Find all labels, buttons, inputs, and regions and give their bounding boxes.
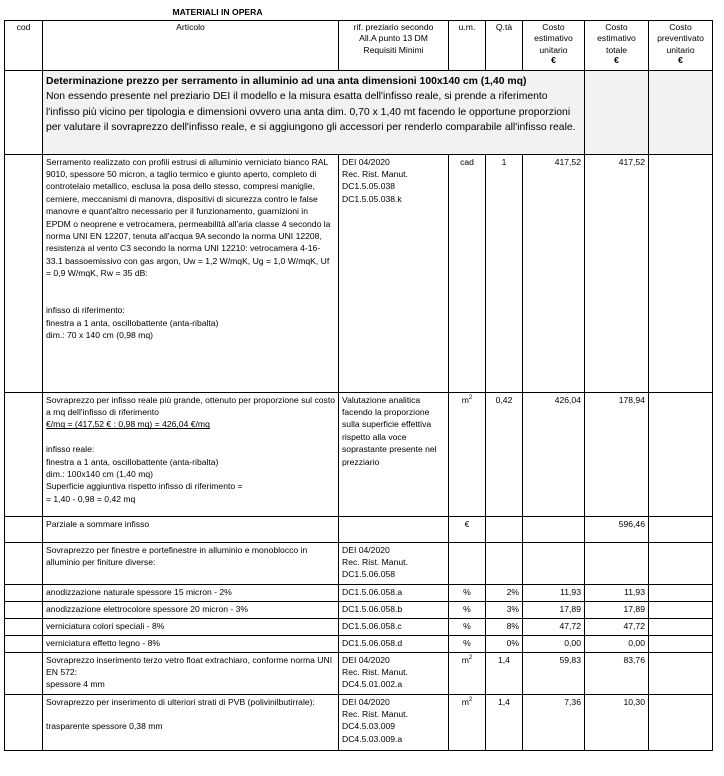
sub-row-um: % xyxy=(449,584,486,601)
sub-row-um: % xyxy=(449,601,486,618)
col-header-rif: rif. preziario secondo All.A punto 13 DM Requisiti Minimi xyxy=(339,20,449,70)
row2-unit: 426,04 xyxy=(523,392,585,516)
table-title: MATERIALI IN OPERA xyxy=(43,6,713,20)
table-row xyxy=(5,392,713,516)
col-header-qta: Q.tà xyxy=(486,20,523,70)
intro-title: Determinazione prezzo per serramento in alluminio ad una anta dimensioni 100x140 cm (1,40 mq) xyxy=(46,75,527,87)
row5-um: $m^2$ xyxy=(449,694,486,750)
col-header-cod: cod xyxy=(5,20,43,70)
row1-reference: DEI 04/2020 Rec. Rist. Manut. DC1.5.05.038 DC1.5.05.038.k xyxy=(339,154,449,392)
sub-row-total: 47,72 xyxy=(585,618,649,635)
sub-row-qta: 3% xyxy=(486,601,523,618)
sub-row-um: % xyxy=(449,618,486,635)
sub-row-reference: DC1.5.06.058.b xyxy=(339,601,449,618)
partial-um: € xyxy=(449,516,486,542)
table-row xyxy=(5,635,713,652)
partial-sum-row xyxy=(5,516,713,542)
col-header-articolo: Articolo xyxy=(43,20,339,70)
row4-description: Sovraprezzo inserimento terzo vetro float extrachiaro, conforme norma UNI EN 572: spessore 4 mm xyxy=(43,652,339,694)
sub-row-reference: DC1.5.06.058.d xyxy=(339,635,449,652)
row1-qta: 1 xyxy=(486,154,523,392)
row2-description: Sovraprezzo per infisso reale più grande, ottenuto per proporzione sul costo a mq dell'infisso di riferimento €/mq = (417,52 € : 0,98 mq) = 426,04 €/mq infisso reale: finestra a 1 anta, oscillobattente (anta-ribalta) dim.: 100x140 cm (1,40 mq) Superficie aggiuntiva rispetto infisso di riferimento = = 1,40 - 0,98 = 0,42 mq xyxy=(43,392,339,516)
row1-description: Serramento realizzato con profili estrusi di alluminio verniciato bianco RAL 9010, spessore 50 micron, a taglio termico e giunto aperto, completo di controtelaio metallico, esclusa la posa dello stesso, compresi maniglie, cerniere, meccanismi di manovra, dispositivi di sicurezza contro le false manovre e quant'altro necessario per il funzionamento, guarnizioni in EPDM o neoprene e vetrocamera, permeabilità all'aria classe 4 secondo la norma UNI EN 12207, tenuta all'acqua 9A secondo la norma UNI 12208, resistenza al vento C3 secondo la norma UNI 12210: vetrocamera 4-16-33.1 bassoemissivo con gas argon, Uw = 1,2 W/mqK, Ug = 1,0 W/mqK, Uf = 0,9 W/mqK, Rw = 35 dB: infisso di riferimento: finestra a 1 anta, oscillobattente (anta-ribalta) dim.: 70 x 140 cm (0,98 mq) xyxy=(43,154,339,392)
sub-row-um: % xyxy=(449,635,486,652)
table-row xyxy=(5,601,713,618)
col-header-um: u.m. xyxy=(449,20,486,70)
sub-row-unit: 17,89 xyxy=(523,601,585,618)
row3-description: Sovraprezzo per finestre e portefinestre in alluminio e monoblocco in alluminio per finiture diverse: xyxy=(43,542,339,584)
cost-estimate-sheet xyxy=(4,6,712,751)
row5-description: Sovraprezzo per inserimento di ulteriori strati di PVB (polivinilbutirrale): trasparente spessore 0,38 mm xyxy=(43,694,339,750)
sub-row-description: verniciatura colori speciali - 8% xyxy=(43,618,339,635)
sub-row-total: 0,00 xyxy=(585,635,649,652)
col-header-planned-cost: Costo preventivato unitario € xyxy=(649,20,713,70)
row1-total: 417,52 xyxy=(585,154,649,392)
sub-row-description: anodizzazione naturale spessore 15 micron - 2% xyxy=(43,584,339,601)
sub-row-total: 11,93 xyxy=(585,584,649,601)
row5-unit: 7,36 xyxy=(523,694,585,750)
materials-table xyxy=(4,6,713,751)
table-row xyxy=(5,584,713,601)
row4-qta: 1,4 xyxy=(486,652,523,694)
sub-row-unit: 11,93 xyxy=(523,584,585,601)
row1-um: cad xyxy=(449,154,486,392)
sub-row-description: anodizzazione elettrocolore spessore 20 micron - 3% xyxy=(43,601,339,618)
row2-qta: 0,42 xyxy=(486,392,523,516)
row4-um: $m^2$ xyxy=(449,652,486,694)
row1-unit: 417,52 xyxy=(523,154,585,392)
sub-row-qta: 2% xyxy=(486,584,523,601)
table-row xyxy=(5,652,713,694)
table-row xyxy=(5,618,713,635)
sub-row-description: verniciatura effetto legno - 8% xyxy=(43,635,339,652)
row5-qta: 1,4 xyxy=(486,694,523,750)
sub-row-reference: DC1.5.06.058.a xyxy=(339,584,449,601)
row2-reference: Valutazione analitica facendo la proporzione sulla superficie effettiva rispetto alla voce soprastante presente nel prezziario xyxy=(339,392,449,516)
row2-total: 178,94 xyxy=(585,392,649,516)
table-row xyxy=(5,694,713,750)
row2-um: $m^2$ xyxy=(449,392,486,516)
row5-total: 10,30 xyxy=(585,694,649,750)
col-header-unit-cost: Costo estimativo unitario € xyxy=(523,20,585,70)
sub-row-qta: 0% xyxy=(486,635,523,652)
row2-formula: €/mq = (417,52 € : 0,98 mq) = 426,04 €/mq xyxy=(46,419,210,430)
sub-row-qta: 8% xyxy=(486,618,523,635)
table-row xyxy=(5,542,713,584)
row4-total: 83,76 xyxy=(585,652,649,694)
intro-text: Non essendo presente nel preziario DEI il modello e la misura esatta dell'infisso reale, si prende a riferimento l'infisso più vicino per tipologia e dimensioni ovvero una anta dim. 0,70 x 1,40 mt facendo le opportune proporzioni per valutare il sovraprezzo dell'infisso reale, e si aggiungono gli accessori per renderlo comparabile all'infisso reale. xyxy=(46,91,576,133)
sub-row-reference: DC1.5.06.058.c xyxy=(339,618,449,635)
row5-reference: DEI 04/2020 Rec. Rist. Manut. DC4.5.03.009 DC4.5.03.009.a xyxy=(339,694,449,750)
partial-total: 596,46 xyxy=(585,516,649,542)
sub-row-unit: 47,72 xyxy=(523,618,585,635)
sub-row-unit: 0,00 xyxy=(523,635,585,652)
col-header-total-cost: Costo estimativo totale € xyxy=(585,20,649,70)
row3-reference: DEI 04/2020 Rec. Rist. Manut. DC1.5.06.058 xyxy=(339,542,449,584)
table-row xyxy=(5,154,713,392)
partial-label: Parziale a sommare infisso xyxy=(43,516,339,542)
row4-reference: DEI 04/2020 Rec. Rist. Manut. DC4.5.01.002.a xyxy=(339,652,449,694)
intro-block xyxy=(43,70,585,154)
row4-unit: 59,83 xyxy=(523,652,585,694)
sub-row-total: 17,89 xyxy=(585,601,649,618)
